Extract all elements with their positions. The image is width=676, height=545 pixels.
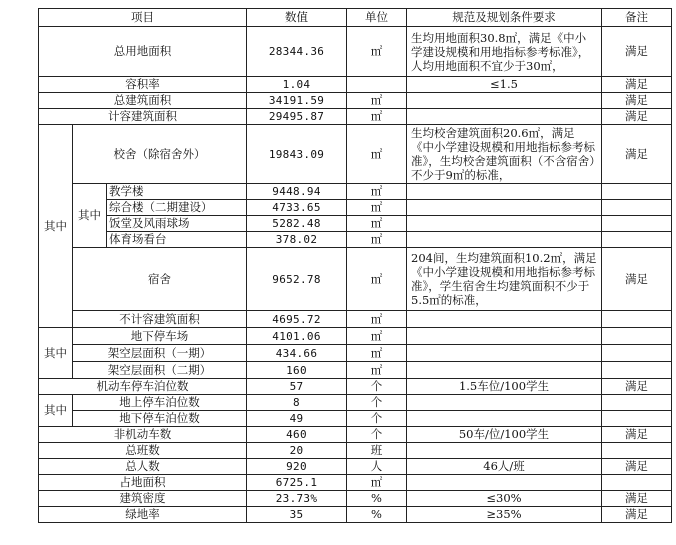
row-note: 满足 (602, 507, 672, 523)
row-note (602, 232, 672, 248)
row-note (602, 411, 672, 427)
group-label-qizhong: 其中 (73, 184, 107, 248)
header-item: 项目 (39, 9, 247, 27)
row-label: 架空层面积（一期） (73, 345, 247, 362)
table-row (39, 379, 672, 395)
row-note: 满足 (602, 248, 672, 311)
row-note (602, 345, 672, 362)
row-requirement: ≤30% (407, 491, 602, 507)
table-row (39, 248, 672, 311)
row-unit: ㎡ (347, 184, 407, 200)
table-row (39, 443, 672, 459)
table-row (39, 395, 672, 411)
table-row (39, 200, 672, 216)
table-row (39, 328, 672, 345)
row-label: 总人数 (39, 459, 247, 475)
table-row (39, 109, 672, 125)
row-label: 饭堂及风雨球场 (107, 216, 247, 232)
row-value: 5282.48 (247, 216, 347, 232)
row-requirement: ≥35% (407, 507, 602, 523)
row-requirement: 50车/位/100学生 (407, 427, 602, 443)
row-label: 非机动车数 (39, 427, 247, 443)
row-note (602, 475, 672, 491)
table-row (39, 507, 672, 523)
row-note: 满足 (602, 27, 672, 77)
table-header-row (39, 9, 672, 27)
row-requirement (407, 411, 602, 427)
row-requirement (407, 395, 602, 411)
table-row (39, 184, 672, 200)
header-value: 数值 (247, 9, 347, 27)
row-label: 占地面积 (39, 475, 247, 491)
row-label: 绿地率 (39, 507, 247, 523)
row-requirement: 1.5车位/100学生 (407, 379, 602, 395)
row-unit: ㎡ (347, 248, 407, 311)
row-value: 34191.59 (247, 93, 347, 109)
row-label: 地下停车泊位数 (73, 411, 247, 427)
row-requirement (407, 311, 602, 328)
header-unit: 单位 (347, 9, 407, 27)
table-row (39, 475, 672, 491)
row-unit: ㎡ (347, 475, 407, 491)
row-unit: ㎡ (347, 93, 407, 109)
row-value: 28344.36 (247, 27, 347, 77)
row-requirement (407, 184, 602, 200)
row-unit (347, 77, 407, 93)
table-row (39, 459, 672, 475)
row-label: 不计容建筑面积 (73, 311, 247, 328)
row-requirement (407, 232, 602, 248)
row-note: 满足 (602, 427, 672, 443)
table-row (39, 93, 672, 109)
row-label: 校舍（除宿舍外） (73, 125, 247, 184)
row-label: 机动车停车泊位数 (39, 379, 247, 395)
row-unit: 个 (347, 427, 407, 443)
row-note (602, 443, 672, 459)
row-unit: ㎡ (347, 216, 407, 232)
row-unit: ㎡ (347, 328, 407, 345)
row-requirement (407, 216, 602, 232)
row-value: 160 (247, 362, 347, 379)
row-note (602, 328, 672, 345)
table-row (39, 311, 672, 328)
row-note (602, 184, 672, 200)
row-requirement (407, 93, 602, 109)
row-value: 6725.1 (247, 475, 347, 491)
row-value: 460 (247, 427, 347, 443)
table-row (39, 125, 672, 184)
row-unit: ㎡ (347, 27, 407, 77)
row-label: 地上停车泊位数 (73, 395, 247, 411)
table-row (39, 362, 672, 379)
row-note (602, 362, 672, 379)
row-unit: 人 (347, 459, 407, 475)
row-unit: ㎡ (347, 345, 407, 362)
row-value: 8 (247, 395, 347, 411)
group-label-qizhong: 其中 (39, 328, 73, 379)
row-value: 20 (247, 443, 347, 459)
row-note (602, 395, 672, 411)
header-note: 备注 (602, 9, 672, 27)
row-label: 地下停车场 (73, 328, 247, 345)
row-label: 总建筑面积 (39, 93, 247, 109)
row-requirement (407, 362, 602, 379)
row-value: 57 (247, 379, 347, 395)
row-note (602, 200, 672, 216)
row-requirement: 生均用地面积30.8㎡，满足《中小学建设规模和用地指标参考标准》，人均用地面积不宜少于30㎡， (407, 27, 602, 77)
row-value: 920 (247, 459, 347, 475)
table-row (39, 411, 672, 427)
row-unit: ㎡ (347, 362, 407, 379)
row-label: 总用地面积 (39, 27, 247, 77)
row-value: 35 (247, 507, 347, 523)
row-label: 计容建筑面积 (39, 109, 247, 125)
row-value: 434.66 (247, 345, 347, 362)
row-value: 378.02 (247, 232, 347, 248)
row-note: 满足 (602, 379, 672, 395)
planning-indicator-table (38, 8, 672, 523)
row-requirement: 生均校舍建筑面积20.6㎡，满足《中小学建设规模和用地指标参考标准》，生均校舍建筑面积（不含宿舍）不少于9㎡的标准， (407, 125, 602, 184)
row-requirement (407, 443, 602, 459)
row-requirement (407, 475, 602, 491)
table-row (39, 77, 672, 93)
row-value: 49 (247, 411, 347, 427)
row-requirement: 46人/班 (407, 459, 602, 475)
row-label: 架空层面积（二期） (73, 362, 247, 379)
row-value: 9652.78 (247, 248, 347, 311)
row-value: 23.73% (247, 491, 347, 507)
row-unit: % (347, 507, 407, 523)
row-label: 总班数 (39, 443, 247, 459)
header-requirement: 规范及规划条件要求 (407, 9, 602, 27)
row-unit: 班 (347, 443, 407, 459)
row-label: 宿舍 (73, 248, 247, 311)
row-label: 综合楼（二期建设） (107, 200, 247, 216)
row-unit: 个 (347, 395, 407, 411)
row-label: 建筑密度 (39, 491, 247, 507)
table-row (39, 345, 672, 362)
row-note: 满足 (602, 77, 672, 93)
row-value: 9448.94 (247, 184, 347, 200)
row-unit: % (347, 491, 407, 507)
indicator-table-sheet (38, 8, 671, 537)
group-label-qizhong: 其中 (39, 125, 73, 328)
row-requirement (407, 200, 602, 216)
row-unit: 个 (347, 379, 407, 395)
row-value: 29495.87 (247, 109, 347, 125)
row-unit: ㎡ (347, 200, 407, 216)
table-row (39, 427, 672, 443)
group-label-qizhong: 其中 (39, 395, 73, 427)
row-label: 容积率 (39, 77, 247, 93)
row-note: 满足 (602, 109, 672, 125)
row-note (602, 216, 672, 232)
row-value: 1.04 (247, 77, 347, 93)
row-label: 体育场看台 (107, 232, 247, 248)
row-requirement (407, 345, 602, 362)
row-note: 满足 (602, 491, 672, 507)
table-row (39, 491, 672, 507)
row-value: 4101.06 (247, 328, 347, 345)
row-unit: ㎡ (347, 125, 407, 184)
row-unit: ㎡ (347, 232, 407, 248)
table-row (39, 232, 672, 248)
table-row (39, 27, 672, 77)
row-note (602, 311, 672, 328)
table-row (39, 216, 672, 232)
row-unit: 个 (347, 411, 407, 427)
row-requirement (407, 328, 602, 345)
row-note: 满足 (602, 93, 672, 109)
row-value: 4733.65 (247, 200, 347, 216)
row-requirement (407, 109, 602, 125)
row-requirement: ≤1.5 (407, 77, 602, 93)
row-unit: ㎡ (347, 109, 407, 125)
row-value: 19843.09 (247, 125, 347, 184)
row-requirement: 204间，生均建筑面积10.2㎡，满足《中小学建设规模和用地指标参考标准》，学生宿舍生均建筑面积不少于5.5㎡的标准， (407, 248, 602, 311)
row-unit: ㎡ (347, 311, 407, 328)
row-value: 4695.72 (247, 311, 347, 328)
row-label: 教学楼 (107, 184, 247, 200)
row-note: 满足 (602, 125, 672, 184)
row-note: 满足 (602, 459, 672, 475)
